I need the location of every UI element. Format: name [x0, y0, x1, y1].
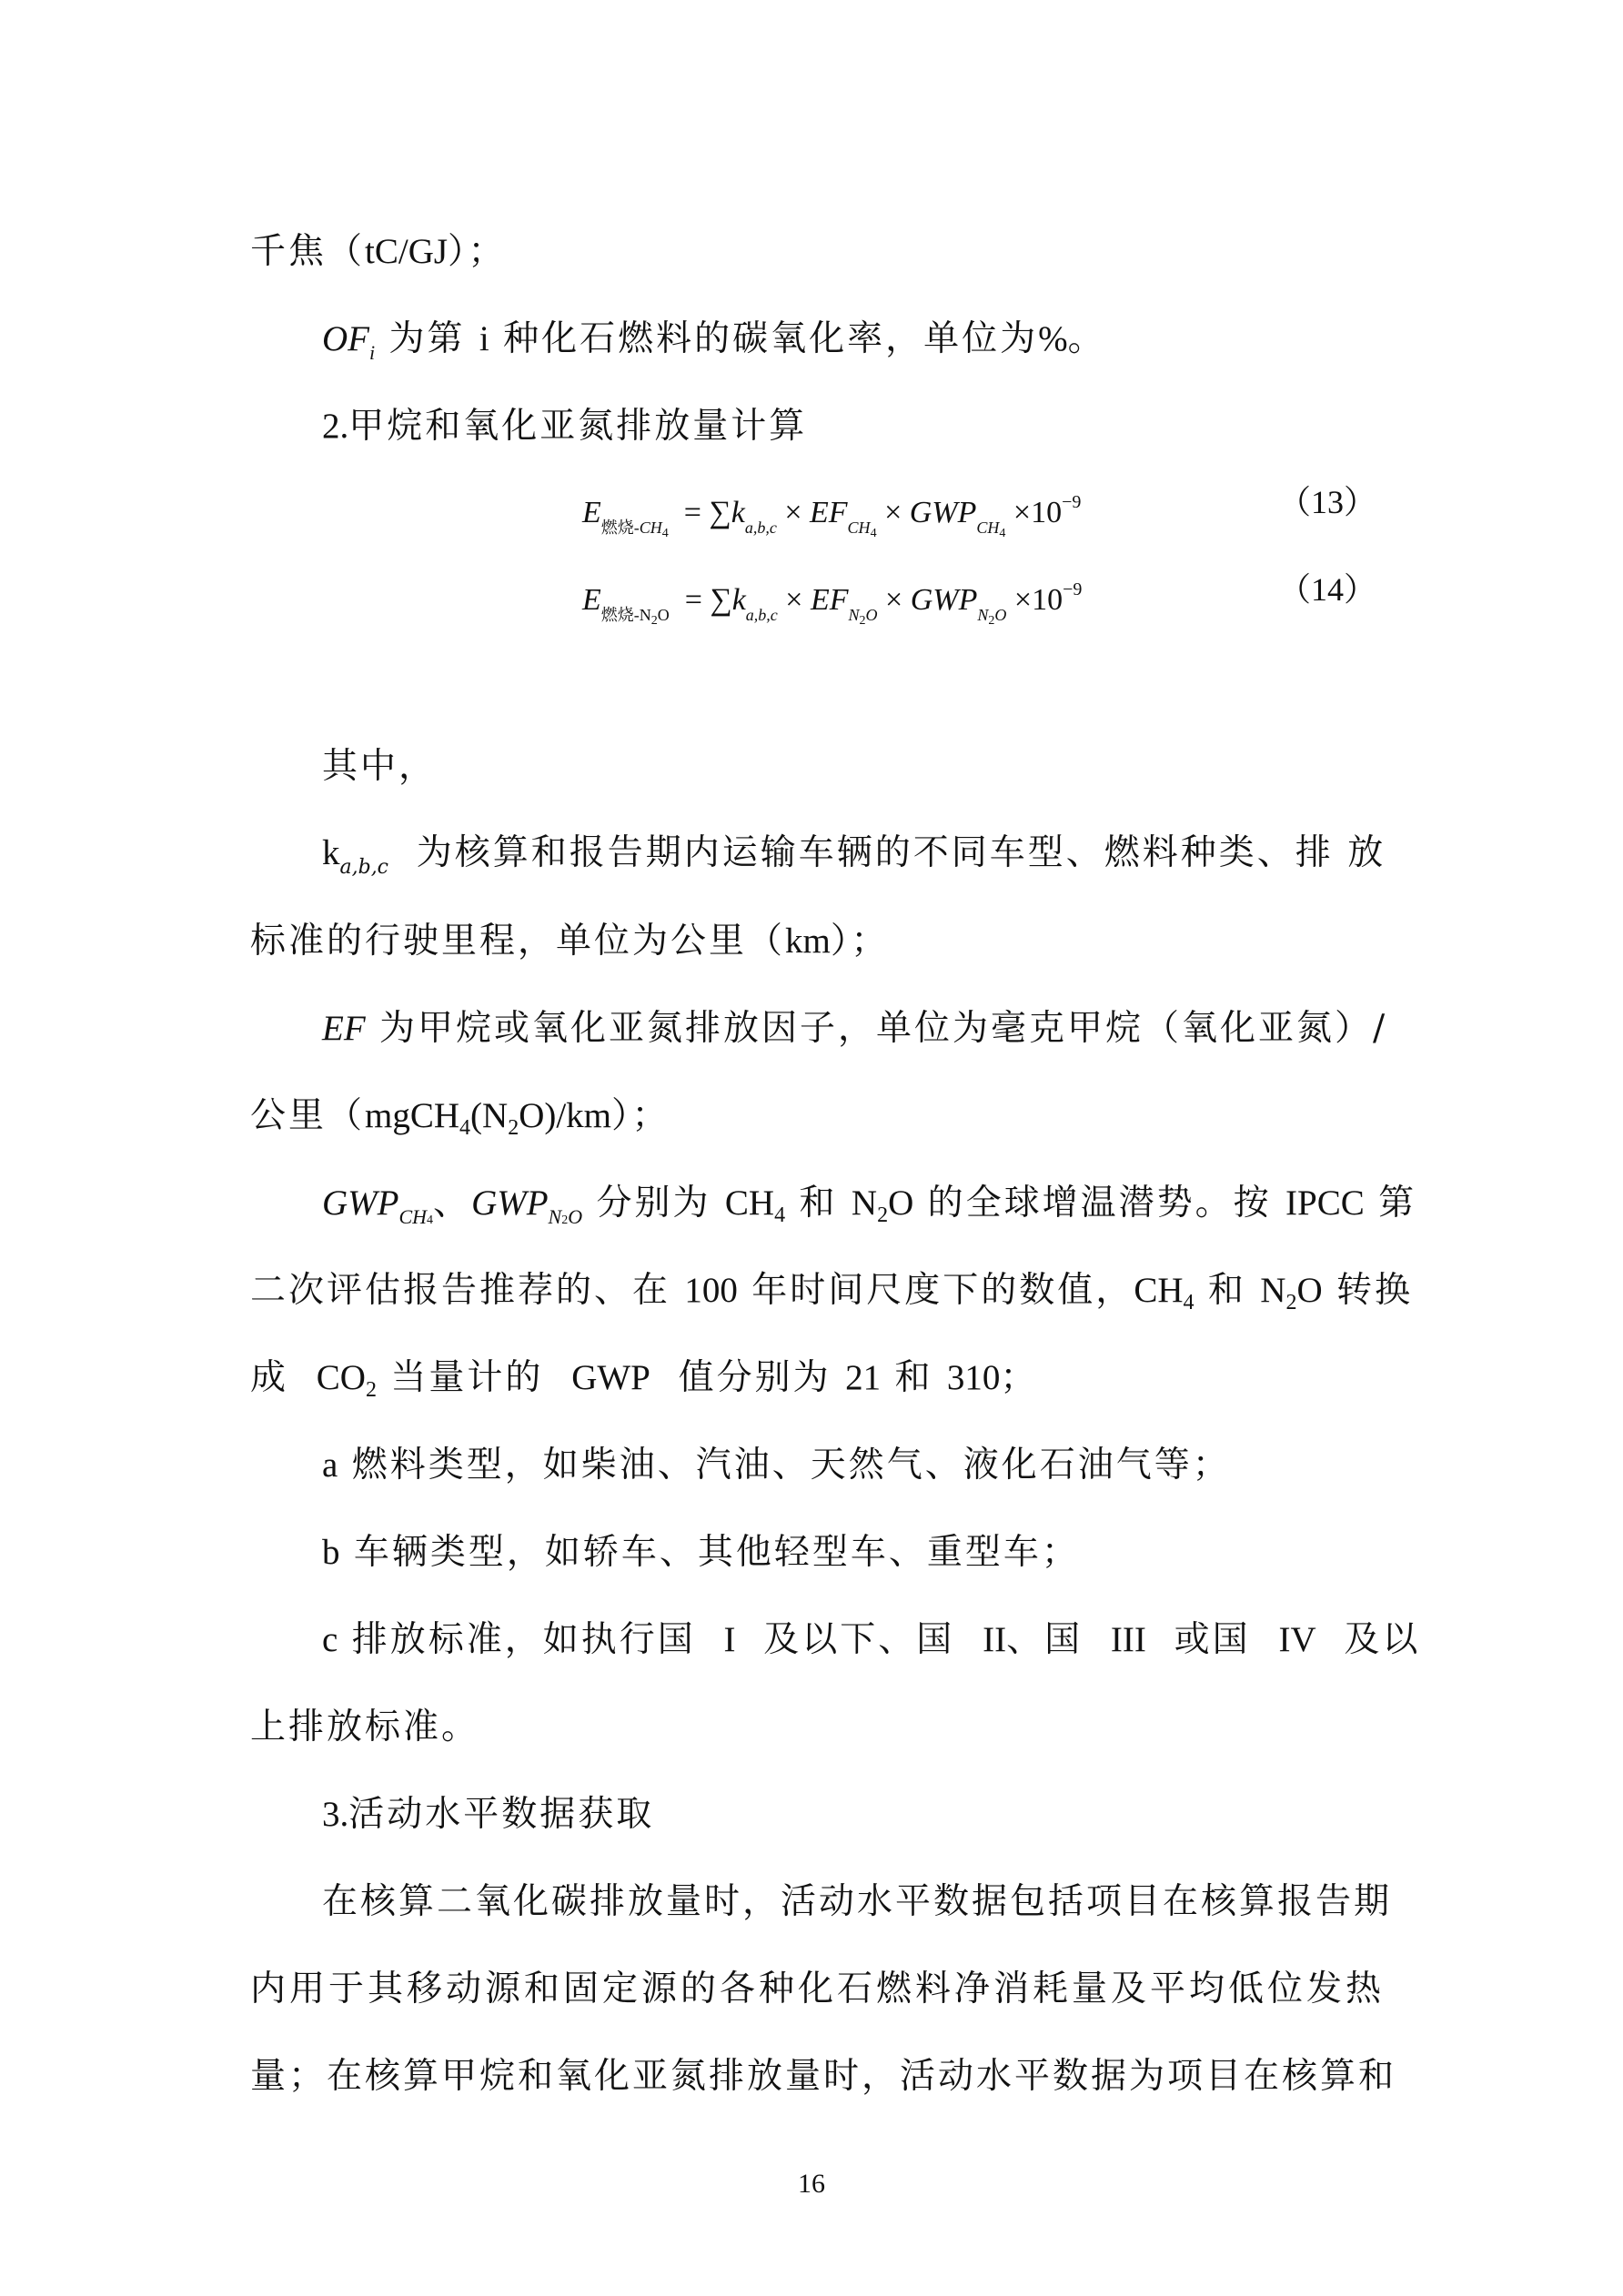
text-line-activity-2: 内用于其移动源和固定源的各种化石燃料净消耗量及平均低位发热: [250, 1969, 1384, 2009]
text-line-a: a 燃料类型，如柴油、汽油、天然气、液化石油气等；: [322, 1445, 1231, 1485]
text-line-k-cont: 标准的行驶里程，单位为公里（km）；: [250, 921, 890, 962]
equation-14: $E_{燃烧-N2O} = \sum k_{a,b,c} \times EF_{N2O} \times GWP_{N2O} \times 10^{-9}$: [582, 579, 1083, 628]
equation-14-number: （14）: [1278, 571, 1377, 608]
text-line-gwp-cont-1: 二次评估报告推荐的、在 100 年时间尺度下的数值，$CH_4$ 和 $N_2O$ 转换: [250, 1270, 1414, 1314]
equation-13-number: （13）: [1278, 484, 1377, 520]
text-line-2: $OF_i$ 为第 i 种化石燃料的碳氧化率，单位为%。: [322, 318, 1106, 364]
text-line-activity-1: 在核算二氧化碳排放量时，活动水平数据包括项目在核算报告期: [322, 1881, 1393, 1922]
text-line-b: b 车辆类型，如轿车、其他轻型车、重型车；: [322, 1532, 1080, 1573]
text-line-1: 千焦（tC/GJ）；: [250, 231, 507, 272]
equation-13: $E_{燃烧-CH4} = \sum k_{a,b,c} \times EF_{CH4} \times GWP_{CH4} \times 10^{-9}$: [582, 492, 1082, 540]
text-line-where: 其中，: [322, 746, 438, 787]
text-line-c-cont: 上排放标准。: [250, 1707, 480, 1747]
text-line-ef-cont: 公里$(mgCH_4(N_2O)/km)$；: [250, 1095, 670, 1140]
text-line-gwp-cont-2: 成 $CO_2$ 当量计的 GWP 值分别为 21 和 310；: [250, 1357, 1039, 1402]
text-line-k: $k_{a,b,c}$ 为核算和报告期内运输车辆的不同车型、燃料种类、排 放: [322, 832, 1386, 879]
section-heading-3: 3.活动水平数据获取: [322, 1794, 655, 1835]
text-line-activity-3: 量；在核算甲烷和氧化亚氮排放量时，活动水平数据为项目在核算和: [250, 2056, 1397, 2097]
page-number: 16: [798, 2169, 825, 2199]
section-heading-2: 2.甲烷和氧化亚氮排放量计算: [322, 406, 808, 447]
text-line-ef: EF 为甲烷或氧化亚氮排放因子，单位为毫克甲烷（氧化亚氮）/: [322, 1008, 1388, 1049]
text-line-c: c 排放标准，如执行国 I 及以下、国 II、国 III 或国 IV 及以: [322, 1619, 1421, 1660]
text-line-gwp: $GWP_{CH4}$、$GWP_{N2O}$ 分别为 $CH_4$ 和 $N_2O$ 的全球增温潜势。按 IPCC 第: [322, 1183, 1417, 1228]
